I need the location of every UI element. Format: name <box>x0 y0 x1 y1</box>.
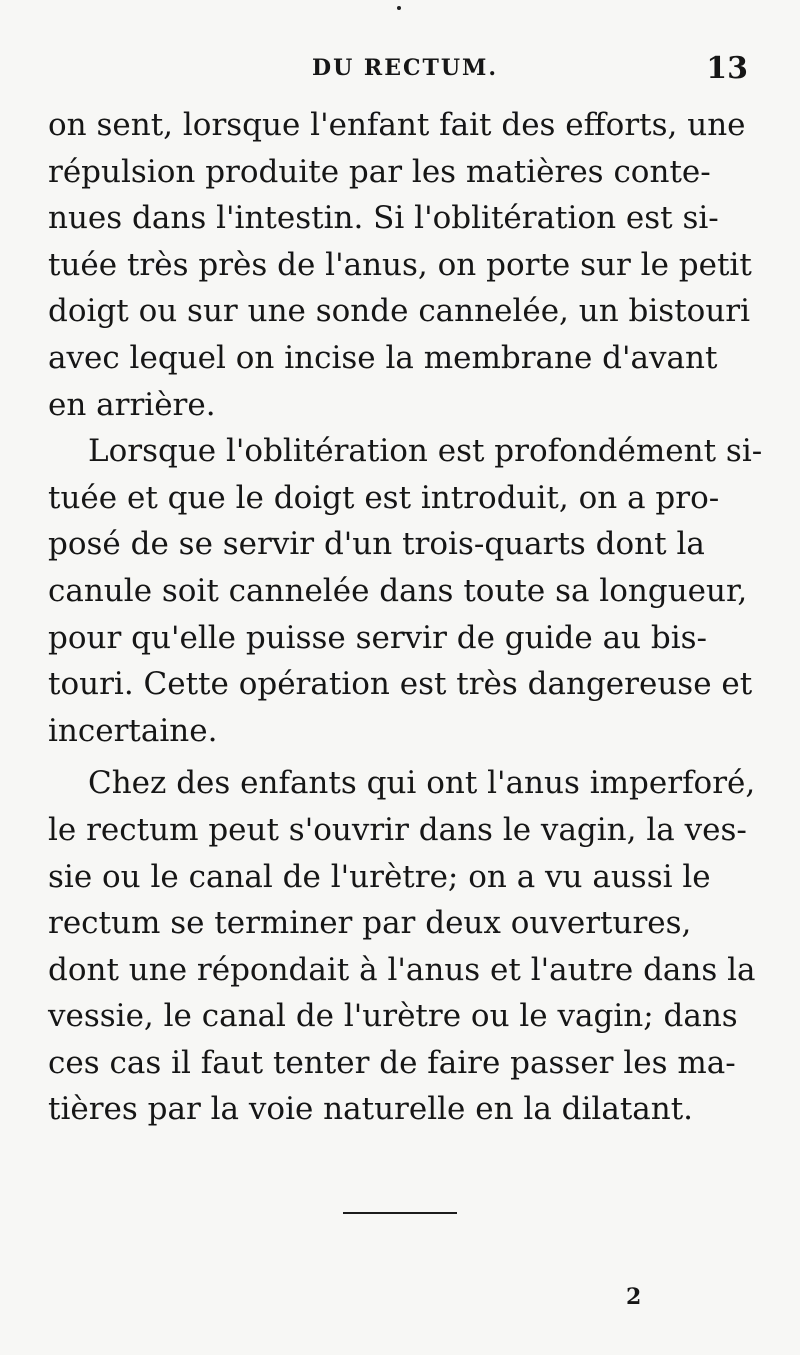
page-number: 13 <box>706 51 748 86</box>
paragraph-1-line-4: tuée très près de l'anus, on porte sur le petit <box>48 246 752 283</box>
paragraph-3-line-2: le rectum peut s'ouvrir dans le vagin, la ves- <box>48 811 747 848</box>
running-head: DU RECTUM. <box>312 55 499 81</box>
paragraph-2-line-4: canule soit cannelée dans toute sa longueur, <box>48 572 748 609</box>
paragraph-1-line-2: répulsion produite par les matières conte- <box>48 153 711 190</box>
paragraph-2-line-2: tuée et que le doigt est introduit, on a pro- <box>48 479 720 516</box>
paragraph-1-line-7: en arrière. <box>48 386 216 423</box>
paragraph-3-line-6: vessie, le canal de l'urètre ou le vagin; dans <box>48 998 738 1035</box>
signature-mark: 2 <box>626 1284 642 1310</box>
paragraph-2-line-5: pour qu'elle puisse servir de guide au bis- <box>48 619 708 656</box>
paragraph-1-line-3: nues dans l'intestin. Si l'oblitération est si- <box>48 200 719 237</box>
paragraph-2-line-7: incertaine. <box>48 712 218 749</box>
top-dot <box>397 6 401 10</box>
paragraph-3-line-4: rectum se terminer par deux ouvertures, <box>48 905 692 942</box>
paragraph-3-line-3: sie ou le canal de l'urètre; on a vu aussi le <box>48 858 711 895</box>
paragraph-2-line-6: touri. Cette opération est très dangereuse et <box>48 666 753 703</box>
paragraph-3-line-7: ces cas il faut tenter de faire passer les ma- <box>48 1044 736 1081</box>
body-text <box>48 102 763 1133</box>
paragraph-2-line-3: posé de se servir d'un trois-quarts dont la <box>48 526 705 563</box>
page-header <box>48 51 748 95</box>
paragraph-2-line-1: Lorsque l'oblitération est profondément si- <box>88 433 763 470</box>
paragraph-1-line-1: on sent, lorsque l'enfant fait des efforts, une <box>48 107 746 143</box>
paragraph-3-line-5: dont une répondait à l'anus et l'autre dans la <box>48 951 756 988</box>
paragraph-1-line-6: avec lequel on incise la membrane d'avant <box>48 339 718 376</box>
paragraph-3-line-1: Chez des enfants qui ont l'anus imperforé, <box>88 765 756 802</box>
section-divider <box>343 1212 457 1214</box>
paragraph-3-line-8: tières par la voie naturelle en la dilatant. <box>48 1091 694 1128</box>
paragraph-1-line-5: doigt ou sur une sonde cannelée, un bistouri <box>48 293 751 330</box>
